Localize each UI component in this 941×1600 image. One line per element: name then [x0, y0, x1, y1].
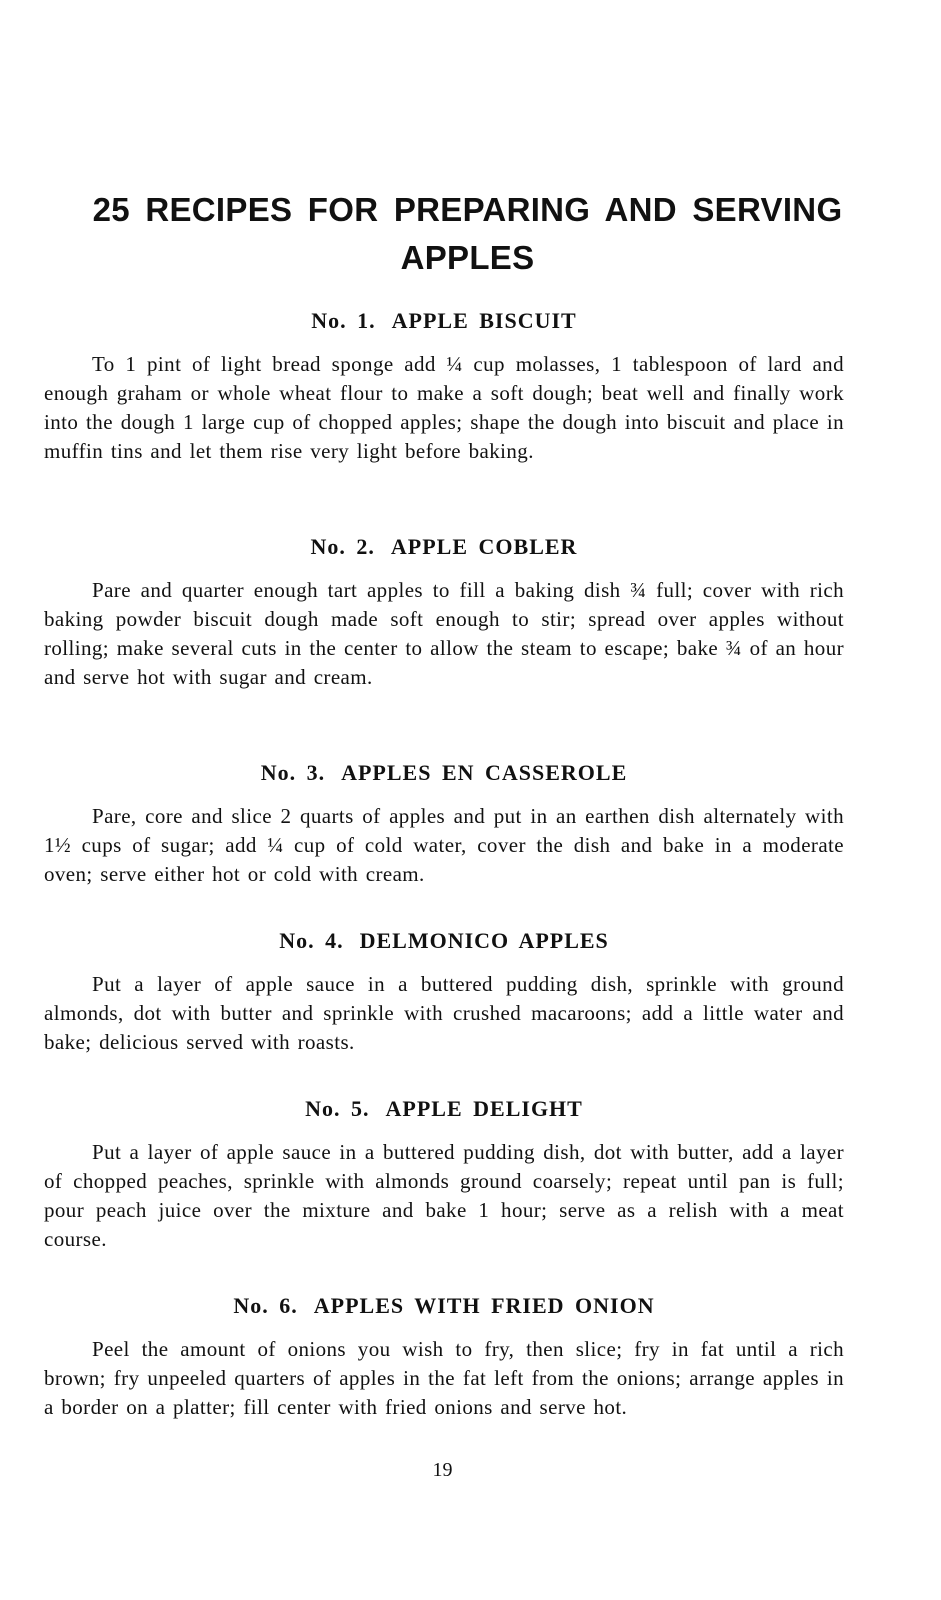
- page-title-line-2: APPLES: [400, 239, 535, 276]
- recipe-text: Put a layer of apple sauce in a buttered pudding dish, sprinkle with ground almonds, dot with butter and sprinkle with crushed macaroons; add a little water and bake; delicious served with roasts.: [44, 972, 844, 1054]
- recipe-name: APPLE BISCUIT: [391, 308, 577, 333]
- recipe-number: No. 5.: [305, 1096, 370, 1121]
- recipe-heading: [44, 1096, 844, 1122]
- page-title-line-1: 25 RECIPES FOR PREPARING AND SERVING: [92, 191, 843, 228]
- recipe-text: Pare and quarter enough tart apples to fill a baking dish ¾ full; cover with rich baking powder biscuit dough made soft enough to stir; spread over apples without rolling; make several cuts in the center to allow the steam to escape; bake ¾ of an hour and serve hot with sugar and cream.: [44, 578, 844, 689]
- recipe-name: APPLE DELIGHT: [385, 1096, 583, 1121]
- recipe-number: No. 2.: [310, 534, 375, 559]
- recipe-text: Peel the amount of onions you wish to fry, then slice; fry in fat until a rich brown; fry unpeeled quarters of apples in the fat left from the onions; arrange apples in a border on a platter; fill center with fried onions and serve hot.: [44, 1337, 844, 1419]
- recipe-number: No. 4.: [279, 928, 344, 953]
- recipe-5: [44, 1096, 844, 1254]
- recipe-6: [44, 1293, 844, 1422]
- recipe-3: [44, 760, 844, 889]
- recipe-text: Put a layer of apple sauce in a buttered pudding dish, dot with butter, add a layer of chopped peaches, sprinkle with almonds ground coarsely; repeat until pan is full; pour peach juice over the mixture and bake 1 hour; serve as a relish with a meat course.: [44, 1140, 844, 1251]
- recipe-number: No. 1.: [311, 308, 376, 333]
- recipe-4: [44, 928, 844, 1057]
- recipe-name: APPLES EN CASSEROLE: [341, 760, 628, 785]
- recipe-heading: [44, 308, 844, 334]
- recipe-heading: [44, 928, 844, 954]
- recipe-text: To 1 pint of light bread sponge add ¼ cup molasses, 1 tablespoon of lard and enough graham or whole wheat flour to make a soft dough; beat well and finally work into the dough 1 large cup of chopped apples; shape the dough into biscuit and place in muffin tins and let them rise very light before baking.: [44, 352, 844, 463]
- recipe-heading: [44, 1293, 844, 1319]
- recipe-text: Pare, core and slice 2 quarts of apples and put in an earthen dish alternately with 1½ cups of sugar; add ¼ cup of cold water, cover the dish and bake in a moderate oven; serve either hot or cold with cream.: [44, 804, 844, 886]
- recipe-heading: [44, 760, 844, 786]
- recipe-name: APPLE COBLER: [390, 534, 578, 559]
- recipe-1: [44, 308, 844, 466]
- recipe-name: APPLES WITH FRIED ONION: [313, 1293, 655, 1318]
- recipe-number: No. 6.: [233, 1293, 298, 1318]
- recipe-heading: [44, 534, 844, 560]
- recipe-2: [44, 534, 844, 692]
- recipe-number: No. 3.: [260, 760, 326, 785]
- page-number: 19: [432, 1459, 453, 1481]
- recipe-name: DELMONICO APPLES: [359, 928, 609, 953]
- page-title: [40, 186, 895, 282]
